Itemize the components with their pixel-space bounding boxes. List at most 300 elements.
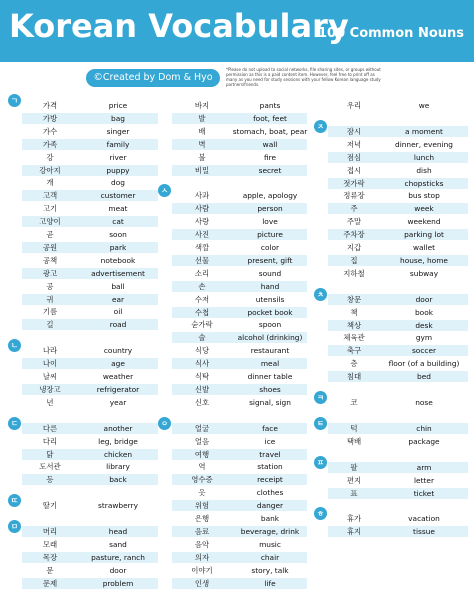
vocab-row xyxy=(328,203,468,214)
korean-word: 정류장 xyxy=(343,191,365,201)
english-meaning: spoon xyxy=(258,320,282,330)
korean-word: 편지 xyxy=(346,475,362,485)
korean-word: 가족 xyxy=(42,139,58,149)
korean-word: 침대 xyxy=(346,372,362,382)
section-letter-badge: ㅅ xyxy=(158,184,171,197)
english-meaning: music xyxy=(259,539,281,549)
korean-word: 강아지 xyxy=(39,165,61,175)
korean-word: 사진 xyxy=(194,230,210,240)
korean-word: 개 xyxy=(46,178,54,188)
english-meaning: sound xyxy=(258,268,282,278)
korean-word: 신발 xyxy=(194,384,210,394)
korean-word: 닭 xyxy=(46,449,54,459)
english-meaning: we xyxy=(418,101,430,110)
english-meaning: ear xyxy=(111,294,125,304)
vocab-row xyxy=(22,371,158,382)
vocab-row xyxy=(172,397,307,408)
korean-word: 길 xyxy=(46,320,54,330)
korean-word: 냉장고 xyxy=(39,384,61,394)
english-meaning: meal xyxy=(260,359,280,369)
vocab-row xyxy=(22,474,158,485)
english-meaning: danger xyxy=(256,501,284,511)
vocab-row xyxy=(328,100,468,111)
vocab-row xyxy=(172,229,307,240)
korean-word: 식당 xyxy=(194,346,210,356)
korean-word: 휴지 xyxy=(346,527,362,537)
vocab-row xyxy=(172,139,307,150)
english-meaning: pants xyxy=(259,101,281,110)
credit-badge: ©Created by Dom & Hyo xyxy=(86,69,220,87)
english-meaning: receipt xyxy=(257,475,283,485)
korean-word: 위험 xyxy=(194,501,210,511)
vocab-row xyxy=(328,526,468,537)
english-meaning: tissue xyxy=(413,527,435,537)
vocab-row xyxy=(172,113,307,124)
vocab-row xyxy=(172,474,307,485)
vocab-row xyxy=(172,242,307,253)
vocab-row xyxy=(328,229,468,240)
korean-word: 체육관 xyxy=(343,333,365,343)
english-meaning: travel xyxy=(259,449,281,459)
vocab-row xyxy=(172,384,307,395)
korean-word: 다른 xyxy=(42,423,58,433)
korean-word: 선물 xyxy=(194,255,210,265)
english-meaning: door xyxy=(109,565,127,575)
korean-word: 주 xyxy=(350,204,358,214)
korean-word: 사랑 xyxy=(194,217,210,227)
english-meaning: clothes xyxy=(256,488,284,498)
english-meaning: country xyxy=(103,346,133,356)
english-meaning: head xyxy=(108,527,128,537)
vocab-row xyxy=(22,565,158,576)
vocab-row xyxy=(328,139,468,150)
vocab-row xyxy=(172,487,307,498)
korean-word: 사과 xyxy=(194,191,210,201)
vocab-row xyxy=(22,500,158,511)
english-meaning: cat xyxy=(112,217,124,227)
english-meaning: chopsticks xyxy=(404,178,444,188)
english-meaning: weather xyxy=(102,372,134,381)
english-meaning: dinner, evening xyxy=(395,139,453,149)
korean-word: 목장 xyxy=(42,552,58,562)
vocab-row xyxy=(22,177,158,188)
section-letter-badge: ㅇ xyxy=(158,417,171,430)
korean-word: 광고 xyxy=(42,268,58,278)
english-meaning: price xyxy=(108,101,128,110)
english-meaning: ball xyxy=(111,281,125,291)
english-meaning: nose xyxy=(415,398,433,407)
korean-word: 접시 xyxy=(346,165,362,175)
vocab-row xyxy=(172,371,307,382)
english-meaning: customer xyxy=(100,191,136,201)
section-letter-badge: ㅁ xyxy=(8,520,21,533)
vocab-row xyxy=(172,552,307,563)
usage-notice: *Please do not upload to social networks, file sharing sites, or groups without permission as this is a paid content item. However, feel free to print off as many as you need for study sessions with your fellow Korean language study partners/friends. xyxy=(226,67,381,87)
korean-word: 수저 xyxy=(194,294,210,304)
korean-word: 손 xyxy=(198,281,206,291)
vocab-row xyxy=(328,436,468,447)
korean-word: 벽 xyxy=(198,139,206,149)
english-meaning: problem xyxy=(102,578,134,588)
korean-word: 창문 xyxy=(346,294,362,304)
vocab-row xyxy=(328,397,468,408)
vocab-row xyxy=(328,165,468,176)
vocab-row xyxy=(172,461,307,472)
english-meaning: secret xyxy=(258,165,282,175)
korean-word: 의자 xyxy=(194,552,210,562)
vocab-row xyxy=(328,216,468,227)
vocab-row xyxy=(22,436,158,447)
english-meaning: subway xyxy=(409,268,439,278)
vocab-row xyxy=(172,126,307,137)
english-meaning: wall xyxy=(262,139,278,149)
english-meaning: soccer xyxy=(411,346,437,356)
vocab-row xyxy=(22,216,158,227)
english-meaning: chair xyxy=(260,552,280,562)
vocab-row xyxy=(172,358,307,369)
korean-word: 나이 xyxy=(42,359,58,369)
vocab-row xyxy=(22,242,158,253)
korean-word: 표 xyxy=(350,488,358,498)
vocab-row xyxy=(22,294,158,305)
korean-word: 얼음 xyxy=(194,436,210,446)
korean-word: 주차장 xyxy=(343,230,365,240)
vocab-row xyxy=(22,461,158,472)
vocab-row xyxy=(22,255,158,266)
vocab-row xyxy=(328,255,468,266)
korean-word: 고양이 xyxy=(39,217,61,227)
page-subtitle: 100 Common Nouns xyxy=(318,26,464,41)
english-meaning: week xyxy=(414,204,434,214)
section-letter-badge: ㄱ xyxy=(8,94,21,107)
english-meaning: dish xyxy=(416,165,432,175)
vocab-row xyxy=(328,462,468,473)
vocab-row xyxy=(22,397,158,408)
english-meaning: strawberry xyxy=(98,501,138,511)
korean-word: 코 xyxy=(350,398,358,407)
korean-word: 우리 xyxy=(346,101,362,110)
korean-word: 음료 xyxy=(194,526,210,536)
english-meaning: letter xyxy=(414,475,434,485)
korean-word: 주말 xyxy=(346,217,362,227)
korean-word: 귀 xyxy=(46,294,54,304)
vocab-row xyxy=(22,100,158,111)
korean-word: 수첩 xyxy=(194,307,210,317)
english-meaning: foot, feet xyxy=(253,113,287,123)
korean-word: 술 xyxy=(198,333,206,343)
header-banner xyxy=(0,0,474,62)
english-meaning: road xyxy=(109,320,127,330)
vocab-row xyxy=(172,255,307,266)
korean-word: 가수 xyxy=(42,126,58,136)
korean-word: 모래 xyxy=(42,540,58,549)
vocab-row xyxy=(172,152,307,163)
english-meaning: wallet xyxy=(412,243,436,252)
english-meaning: leg, bridge xyxy=(98,436,138,446)
vocab-row xyxy=(172,513,307,524)
korean-word: 옷 xyxy=(198,488,206,498)
korean-word: 고기 xyxy=(42,204,58,214)
korean-word: 배 xyxy=(198,126,206,136)
english-meaning: gym xyxy=(415,333,433,343)
korean-word: 층 xyxy=(350,359,358,369)
korean-word: 나라 xyxy=(42,346,58,356)
vocab-row xyxy=(328,126,468,137)
korean-word: 인생 xyxy=(194,578,210,588)
korean-word: 바지 xyxy=(194,101,210,110)
korean-word: 곧 xyxy=(46,230,54,239)
korean-word: 고객 xyxy=(42,191,58,201)
korean-word: 여행 xyxy=(194,449,210,459)
vocab-row xyxy=(328,242,468,253)
korean-word: 문 xyxy=(46,565,54,575)
vocab-row xyxy=(328,332,468,343)
korean-word: 사람 xyxy=(194,204,210,214)
english-meaning: parking lot xyxy=(404,230,444,240)
english-meaning: meat xyxy=(108,204,128,214)
english-meaning: bank xyxy=(260,514,280,523)
vocab-row xyxy=(172,100,307,111)
vocab-row xyxy=(172,165,307,176)
vocab-row xyxy=(328,320,468,331)
korean-word: 색깔 xyxy=(194,243,210,252)
english-meaning: soon xyxy=(109,230,127,239)
vocab-row xyxy=(172,216,307,227)
vocab-row xyxy=(172,307,307,318)
vocab-row xyxy=(172,578,307,589)
korean-word: 젓가락 xyxy=(343,178,365,188)
english-meaning: dinner table xyxy=(247,372,293,381)
vocab-row xyxy=(22,345,158,356)
english-meaning: year xyxy=(109,397,127,407)
vocab-row xyxy=(22,319,158,330)
english-meaning: oil xyxy=(113,307,123,317)
english-meaning: station xyxy=(257,462,283,472)
english-meaning: bed xyxy=(417,372,431,382)
english-meaning: chin xyxy=(416,423,432,433)
korean-word: 신호 xyxy=(194,397,210,407)
vocab-row xyxy=(328,190,468,201)
english-meaning: alcohol (drinking) xyxy=(237,333,303,343)
korean-word: 휴가 xyxy=(346,514,362,524)
korean-word: 식사 xyxy=(194,359,210,369)
vocab-row xyxy=(328,423,468,434)
english-meaning: age xyxy=(111,359,125,369)
korean-word: 다리 xyxy=(42,436,58,446)
vocab-row xyxy=(172,203,307,214)
vocab-row xyxy=(22,449,158,460)
english-meaning: bus stop xyxy=(408,191,440,201)
english-meaning: apple, apology xyxy=(242,191,298,201)
vocab-row xyxy=(22,552,158,563)
vocab-row xyxy=(328,371,468,382)
section-letter-badge: ㄷ xyxy=(8,417,21,430)
section-letter-badge: ㄸ xyxy=(8,494,21,507)
korean-word: 공원 xyxy=(42,242,58,252)
vocab-row xyxy=(328,152,468,163)
section-letter-badge: ㅈ xyxy=(314,120,327,133)
vocab-row xyxy=(172,436,307,447)
korean-word: 축구 xyxy=(346,346,362,356)
vocab-row xyxy=(172,281,307,292)
vocab-row xyxy=(172,190,307,201)
vocab-row xyxy=(172,539,307,550)
korean-word: 등 xyxy=(46,475,54,485)
english-meaning: stomach, boat, pear xyxy=(232,126,308,136)
english-meaning: floor (of a building) xyxy=(388,359,460,369)
korean-word: 비밀 xyxy=(194,165,210,175)
korean-word: 가방 xyxy=(42,113,58,123)
english-meaning: pasture, ranch xyxy=(91,552,145,562)
vocab-row xyxy=(22,165,158,176)
english-meaning: park xyxy=(109,242,127,252)
english-meaning: family xyxy=(106,139,130,149)
english-meaning: a moment xyxy=(405,126,443,136)
english-meaning: love xyxy=(262,217,278,227)
vocab-row xyxy=(22,578,158,589)
vocab-row xyxy=(172,332,307,343)
korean-word: 이야기 xyxy=(191,565,213,575)
vocab-row xyxy=(172,449,307,460)
english-meaning: dog xyxy=(111,178,125,188)
korean-word: 소리 xyxy=(194,268,210,278)
vocab-row xyxy=(172,345,307,356)
korean-word: 지하철 xyxy=(343,268,365,278)
vocab-row xyxy=(172,565,307,576)
korean-word: 머리 xyxy=(42,527,58,537)
english-meaning: river xyxy=(109,152,127,162)
english-meaning: ticket xyxy=(413,488,435,498)
vocab-row xyxy=(328,178,468,189)
english-meaning: story, talk xyxy=(251,565,289,575)
vocab-row xyxy=(22,526,158,537)
english-meaning: shoes xyxy=(259,384,281,394)
vocab-row xyxy=(328,268,468,279)
korean-word: 팔 xyxy=(350,462,358,472)
section-letter-badge: ㅋ xyxy=(314,391,327,404)
vocab-row xyxy=(22,306,158,317)
vocab-row xyxy=(172,423,307,434)
vocab-row xyxy=(22,190,158,201)
korean-word: 역 xyxy=(198,462,206,472)
vocab-row xyxy=(328,358,468,369)
korean-word: 불 xyxy=(198,152,206,162)
vocab-row xyxy=(22,139,158,150)
english-meaning: chicken xyxy=(103,449,133,459)
korean-word: 년 xyxy=(46,397,54,407)
english-meaning: life xyxy=(264,578,276,588)
korean-word: 식탁 xyxy=(194,372,210,381)
english-meaning: fire xyxy=(263,152,277,162)
vocab-row xyxy=(22,281,158,292)
english-meaning: desk xyxy=(415,320,433,330)
korean-word: 강 xyxy=(46,152,54,162)
korean-word: 저녁 xyxy=(346,139,362,149)
page-title: Korean Vocabulary xyxy=(9,7,349,45)
english-meaning: lunch xyxy=(413,152,435,162)
korean-word: 지갑 xyxy=(346,243,362,252)
vocab-row xyxy=(22,229,158,240)
english-meaning: library xyxy=(106,462,130,472)
vocab-row xyxy=(22,126,158,137)
korean-word: 턱 xyxy=(350,423,358,433)
english-meaning: person xyxy=(257,204,283,214)
korean-word: 도서관 xyxy=(39,462,61,472)
vocab-row xyxy=(328,513,468,524)
korean-word: 집 xyxy=(350,255,358,265)
vocab-row xyxy=(328,475,468,486)
korean-word: 택배 xyxy=(346,436,362,446)
english-meaning: vacation xyxy=(408,514,440,524)
vocab-row xyxy=(22,423,158,434)
korean-word: 은행 xyxy=(194,514,210,523)
english-meaning: door xyxy=(415,294,433,304)
vocab-row xyxy=(22,268,158,279)
korean-word: 영수증 xyxy=(191,475,213,485)
korean-word: 발 xyxy=(198,113,206,123)
english-meaning: refrigerator xyxy=(96,384,140,394)
korean-word: 문제 xyxy=(42,578,58,588)
english-meaning: arm xyxy=(416,462,432,472)
korean-word: 딸기 xyxy=(42,501,58,511)
korean-word: 책 xyxy=(350,307,358,317)
english-meaning: singer xyxy=(106,126,130,136)
english-meaning: advertisement xyxy=(91,268,145,278)
korean-word: 날씨 xyxy=(42,372,58,381)
english-meaning: pocket book xyxy=(247,307,293,317)
vocab-row xyxy=(172,268,307,279)
vocab-row xyxy=(22,203,158,214)
vocab-row xyxy=(22,152,158,163)
vocab-row xyxy=(328,345,468,356)
english-meaning: package xyxy=(408,436,440,446)
vocab-row xyxy=(22,113,158,124)
korean-word: 책상 xyxy=(346,320,362,330)
english-meaning: house, home xyxy=(400,255,448,265)
korean-word: 기름 xyxy=(42,307,58,317)
english-meaning: hand xyxy=(260,281,280,291)
english-meaning: bag xyxy=(111,113,125,123)
vocab-row xyxy=(22,384,158,395)
korean-word: 점심 xyxy=(346,152,362,162)
vocab-row xyxy=(172,294,307,305)
korean-word: 가격 xyxy=(42,101,58,110)
korean-word: 숟가락 xyxy=(191,320,213,330)
english-meaning: face xyxy=(262,423,278,433)
korean-word: 공책 xyxy=(42,255,58,265)
section-letter-badge: ㅊ xyxy=(314,288,327,301)
english-meaning: sand xyxy=(109,540,127,549)
vocab-row xyxy=(172,526,307,537)
english-meaning: weekend xyxy=(407,217,441,227)
korean-word: 공 xyxy=(46,281,54,291)
vocab-row xyxy=(328,307,468,318)
vocab-row xyxy=(328,488,468,499)
vocab-row xyxy=(172,319,307,330)
english-meaning: book xyxy=(414,307,433,317)
english-meaning: notebook xyxy=(100,255,136,265)
vocab-row xyxy=(22,539,158,550)
english-meaning: picture xyxy=(257,230,283,240)
section-letter-badge: ㅍ xyxy=(314,456,327,469)
english-meaning: utensils xyxy=(255,294,285,304)
english-meaning: present, gift xyxy=(247,255,293,265)
korean-word: 잠시 xyxy=(346,126,362,136)
english-meaning: signal, sign xyxy=(249,397,291,407)
english-meaning: restaurant xyxy=(250,346,290,356)
section-letter-badge: ㅎ xyxy=(314,507,327,520)
english-meaning: puppy xyxy=(106,165,130,175)
